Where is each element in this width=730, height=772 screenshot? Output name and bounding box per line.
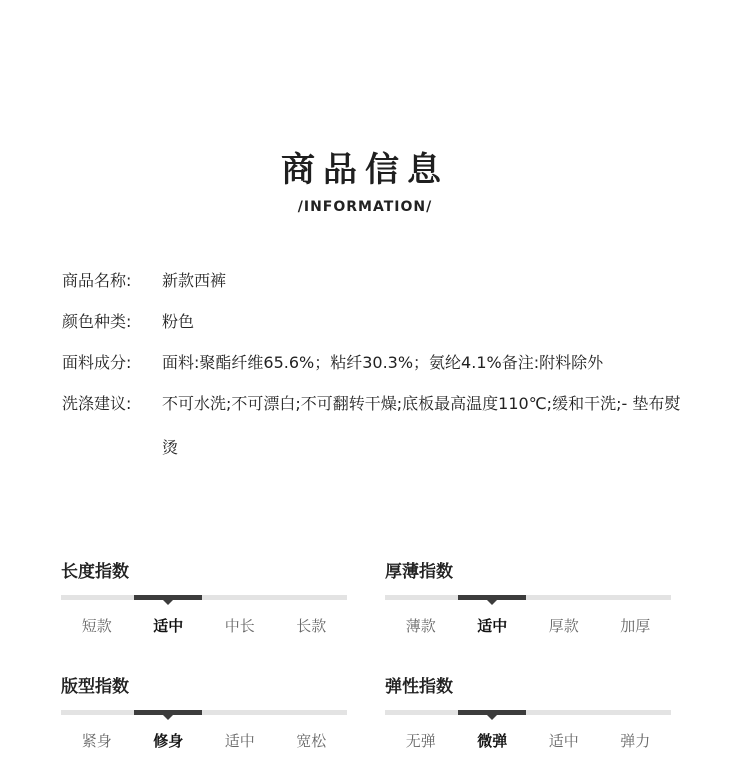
info-value: 面料:聚酯纤维65.6%；粘纤30.3%；氨纶4.1%备注:附料除外 xyxy=(162,353,604,372)
index-option: 适中 xyxy=(153,617,184,635)
index-option: 宽松 xyxy=(296,732,327,750)
elasticity-index xyxy=(385,672,671,751)
index-title: 版型指数 xyxy=(61,677,129,697)
product-info-list xyxy=(62,270,682,490)
index-option: 适中 xyxy=(224,732,255,750)
index-option: 中长 xyxy=(224,617,255,635)
info-row-washing xyxy=(62,393,682,470)
section-subtitle: /INFORMATION/ xyxy=(297,199,433,215)
index-marker xyxy=(458,595,526,600)
index-option: 适中 xyxy=(477,617,508,635)
info-label: 洗涤建议: xyxy=(62,394,132,413)
info-label: 颜色种类: xyxy=(62,312,132,331)
thickness-index xyxy=(385,557,671,636)
index-option: 微弹 xyxy=(477,732,508,750)
info-label: 面料成分: xyxy=(62,353,132,372)
index-option: 适中 xyxy=(548,732,579,750)
info-label: 商品名称: xyxy=(62,271,132,290)
index-bar xyxy=(385,710,671,715)
index-option: 加厚 xyxy=(620,617,651,635)
index-title: 厚薄指数 xyxy=(385,562,453,582)
index-marker xyxy=(458,710,526,715)
index-bar xyxy=(61,710,347,715)
fit-index xyxy=(61,672,347,751)
info-row-color xyxy=(62,311,682,332)
index-labels xyxy=(385,615,671,636)
info-value: 粉色 xyxy=(162,312,195,331)
info-row-name xyxy=(62,270,682,291)
index-bar xyxy=(61,595,347,600)
index-marker xyxy=(134,710,202,715)
info-value: 新款西裤 xyxy=(162,271,227,290)
section-title: 商品信息 xyxy=(281,150,449,190)
index-title: 长度指数 xyxy=(61,562,129,582)
index-option: 无弹 xyxy=(405,732,436,750)
length-index xyxy=(61,557,347,636)
index-option: 厚款 xyxy=(548,617,579,635)
index-marker xyxy=(134,595,202,600)
index-option: 修身 xyxy=(153,732,184,750)
info-row-material xyxy=(62,352,682,373)
index-option: 长款 xyxy=(296,617,327,635)
index-labels xyxy=(61,615,347,636)
index-option: 紧身 xyxy=(81,732,112,750)
index-labels xyxy=(385,730,671,751)
index-title: 弹性指数 xyxy=(385,677,453,697)
index-option: 薄款 xyxy=(405,617,436,635)
info-value: 不可水洗;不可漂白;不可翻转干燥;底板最高温度110℃;缓和干洗;- 垫布熨烫 xyxy=(162,394,681,457)
index-option: 弹力 xyxy=(620,732,651,750)
index-option: 短款 xyxy=(81,617,112,635)
index-labels xyxy=(61,730,347,751)
index-bar xyxy=(385,595,671,600)
